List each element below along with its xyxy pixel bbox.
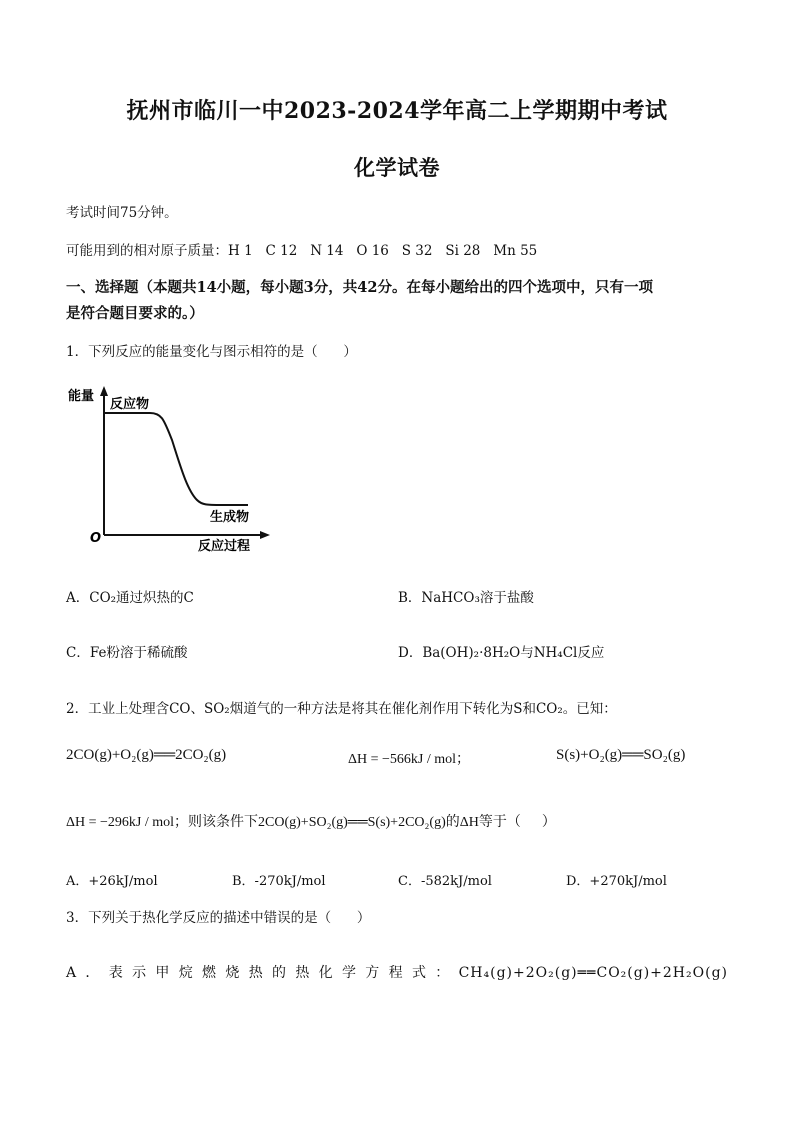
q1-stem: 1．下列反应的能量变化与图示相符的是（ ） (66, 344, 357, 360)
section-heading-line2: 是符合题目要求的。） (66, 305, 204, 322)
reactant-label: 反应物 (110, 397, 150, 412)
page-subtitle: 化学试卷 (354, 155, 440, 180)
q2-line3: ΔH = −296kJ / mol；则该条件下2CO(g)+SO₂(g)══S(s)+2CO₂(g)的ΔH等于（ ） (66, 815, 556, 830)
page-title: 抚州市临川一中2023-2024学年高二上学期期中考试 (126, 98, 668, 124)
q1-option-a: A．CO₂通过炽热的C (66, 590, 194, 606)
q2-option-c: C．-582kJ/mol (398, 874, 492, 889)
exam-time: 考试时间75分钟。 (66, 205, 178, 221)
q1-option-b: B．NaHCO₃溶于盐酸 (398, 590, 534, 606)
q2-option-a: A．+26kJ/mol (66, 874, 158, 889)
q2-enthalpy-1: ΔH = −566kJ / mol； (348, 752, 471, 767)
product-label: 生成物 (210, 510, 250, 525)
q2-option-d: D．+270kJ/mol (566, 874, 667, 889)
x-axis-label: 反应过程 (198, 539, 251, 554)
q3-option-a: A．表示甲烷燃烧热的热化学方程式：CH₄(g)+2O₂(g)══CO₂(g)+2H₂O(g) (66, 965, 728, 981)
q2-equation-2: S(s)+O₂(g)══SO₂(g) (556, 747, 686, 763)
energy-diagram (62, 380, 272, 555)
atomic-mass-line: 可能用到的相对原子质量：H 1 C 12 N 14 O 16 S 32 Si 28 Mn 55 (66, 243, 538, 259)
y-axis-arrow (100, 386, 108, 396)
q2-equation-1: 2CO(g)+O₂(g)══2CO₂(g) (66, 747, 227, 763)
q2-stem: 2．工业上处理含CO、SO₂烟道气的一种方法是将其在催化剂作用下转化为S和CO₂。已知： (66, 701, 617, 717)
q1-option-c: C．Fe粉溶于稀硫酸 (66, 645, 188, 661)
y-axis-label: 能量 (68, 389, 95, 404)
energy-curve (104, 413, 248, 505)
q2-option-b: B．-270kJ/mol (232, 874, 326, 889)
q1-option-d: D．Ba(OH)₂·8H₂O与NH₄Cl反应 (398, 645, 605, 661)
origin-label: O (90, 531, 102, 546)
section-heading-line1: 一、选择题（本题共14小题，每小题3分，共42分。在每小题给出的四个选项中，只有一项 (66, 279, 653, 296)
x-axis-arrow (260, 531, 270, 539)
q3-stem: 3．下列关于热化学反应的描述中错误的是（ ） (66, 910, 371, 926)
